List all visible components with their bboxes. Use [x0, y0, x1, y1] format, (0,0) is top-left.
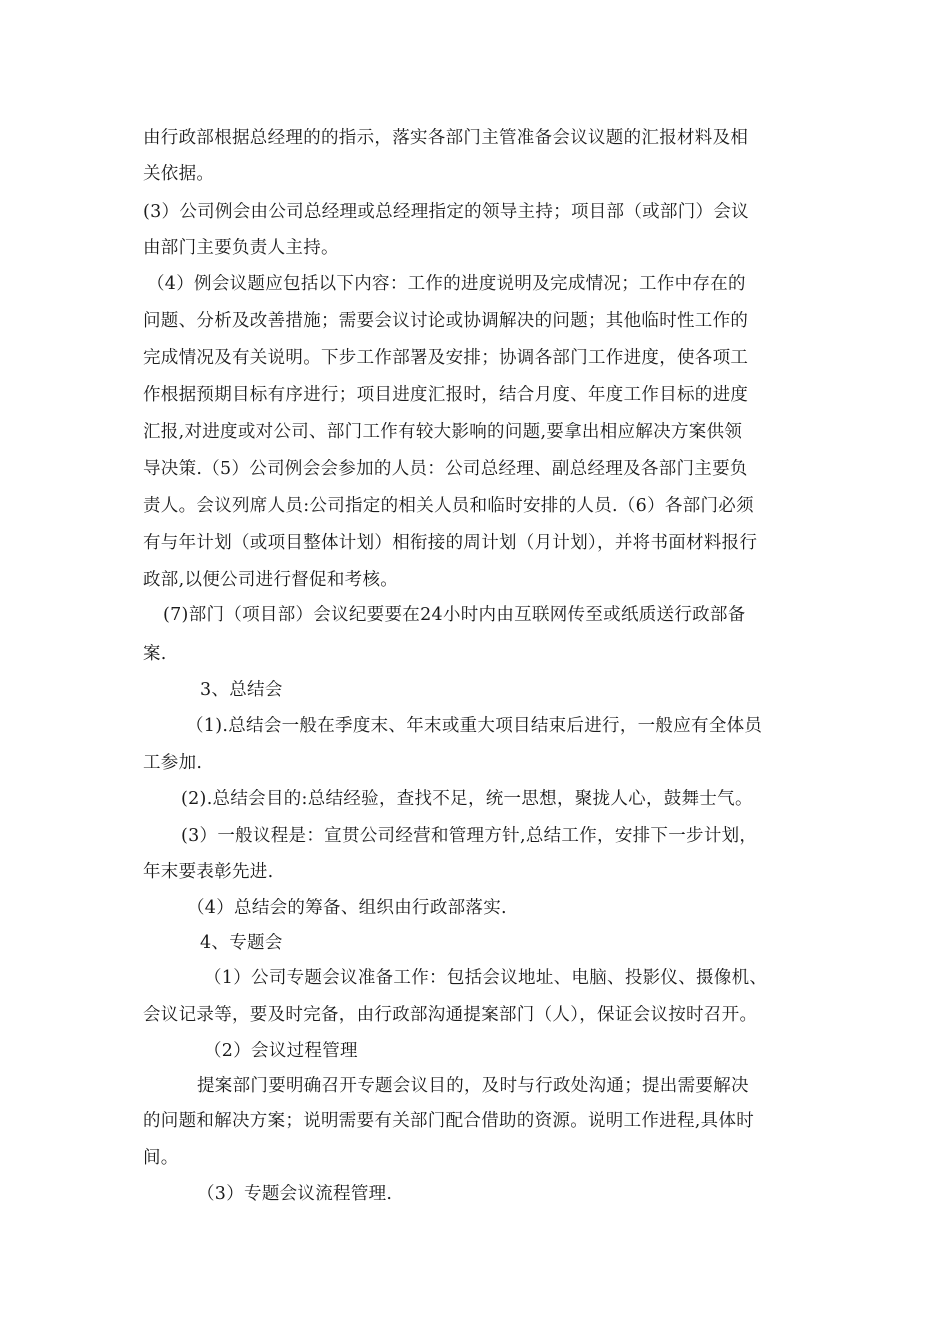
paragraph-line: 间。: [143, 1148, 179, 1168]
paragraph-line: 完成情况及有关说明。下步工作部署及安排；协调各部门工作进度，使各项工: [143, 348, 749, 368]
paragraph-line: 导决策.（5）公司例会会参加的人员：公司总经理、副总经理及各部门主要负: [143, 459, 748, 479]
paragraph-line: 关依据。: [143, 164, 215, 184]
paragraph-line: （1).总结会一般在季度末、年末或重大项目结束后进行，一般应有全体员: [186, 716, 763, 736]
section-heading: 4、专题会: [200, 933, 283, 953]
paragraph-line: 由行政部根据总经理的的指示，落实各部门主管准备会议议题的汇报材料及相: [143, 128, 749, 148]
paragraph-line: (2).总结会目的:总结经验，查找不足，统一思想，聚拢人心，鼓舞士气。: [181, 789, 753, 809]
paragraph-line: (3）公司例会由公司总经理或总经理指定的领导主持；项目部（或部门）会议: [143, 202, 749, 222]
paragraph-line: 由部门主要负责人主持。: [143, 238, 339, 258]
paragraph-line: 问题、分析及改善措施；需要会议讨论或协调解决的问题；其他临时性工作的: [143, 311, 749, 331]
paragraph-line: 的问题和解决方案；说明需要有关部门配合借助的资源。说明工作进程,具体时: [143, 1111, 755, 1131]
paragraph-line: 案.: [143, 644, 167, 664]
paragraph-line: 有与年计划（或项目整体计划）相衔接的周计划（月计划），并将书面材料报行: [143, 533, 758, 553]
paragraph-line: 会议记录等，要及时完备，由行政部沟通提案部门（人），保证会议按时召开。: [143, 1005, 758, 1025]
paragraph-line: 作根据预期目标有序进行；项目进度汇报时，结合月度、年度工作目标的进度: [143, 385, 749, 405]
paragraph-line: (7)部门（项目部）会议纪要要在24小时内由互联网传至或纸质送行政部备: [163, 605, 746, 625]
section-heading: 3、总结会: [200, 680, 283, 700]
paragraph-line: 工参加.: [143, 753, 203, 773]
paragraph-line: 年末要表彰先进.: [143, 862, 274, 882]
paragraph-line: （3）专题会议流程管理.: [197, 1184, 393, 1204]
paragraph-line: （1）公司专题会议准备工作：包括会议地址、电脑、投影仪、摄像机、: [204, 968, 768, 988]
paragraph-line: 政部,以便公司进行督促和考核。: [143, 570, 399, 590]
paragraph-line: (3）一般议程是：宣贯公司经营和管理方针,总结工作，安排下一步计划，: [181, 826, 758, 846]
paragraph-line: （4）例会议题应包括以下内容：工作的进度说明及完成情况；工作中存在的: [147, 274, 746, 294]
paragraph-line: （2）会议过程管理: [204, 1041, 358, 1061]
paragraph-line: 提案部门要明确召开专题会议目的，及时与行政处沟通；提出需要解决: [197, 1076, 749, 1096]
paragraph-line: （4）总结会的筹备、组织由行政部落实.: [187, 898, 507, 918]
paragraph-line: 汇报,对进度或对公司、部门工作有较大影响的问题,要拿出相应解决方案供领: [143, 422, 743, 442]
paragraph-line: 责人。会议列席人员:公司指定的相关人员和临时安排的人员.（6）各部门必须: [143, 496, 754, 516]
